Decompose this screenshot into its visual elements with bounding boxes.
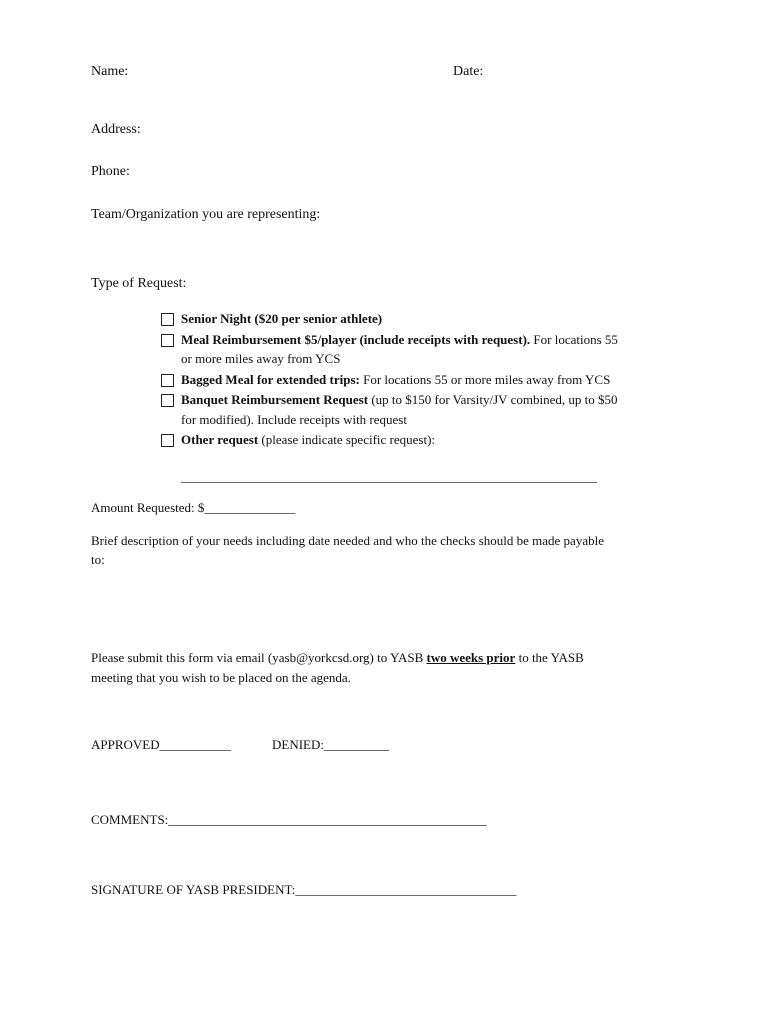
other-request-line[interactable]: ________________________________________________________________ [181,469,597,484]
name-label: Name: [91,64,129,79]
request-type-label: Type of Request: [91,276,187,291]
description-line-2: to: [91,552,105,567]
option-bagged-meal: Bagged Meal for extended trips: For locations 55 or more miles away from YCS [181,372,611,387]
option-meal-reimbursement-cont: or more miles away from YCS [181,351,341,366]
option-other-request: Other request (please indicate specific request): [181,432,436,447]
checkbox-senior-night[interactable] [161,313,174,326]
amount-requested[interactable]: Amount Requested: $______________ [91,500,296,515]
option-meal-reimbursement: Meal Reimbursement $5/player (include receipts with request). For locations 55 [181,332,618,347]
option-banquet-reimbursement: Banquet Reimbursement Request (up to $150 for Varsity/JV combined, up to $50 [181,392,618,407]
checkbox-other-request[interactable] [161,434,174,447]
denied-field[interactable]: DENIED:__________ [272,737,389,752]
checkbox-banquet-reimbursement[interactable] [161,394,174,407]
comments-field[interactable]: COMMENTS:_________________________________________________ [91,812,487,827]
address-label: Address: [91,122,141,137]
checkbox-bagged-meal[interactable] [161,374,174,387]
signature-field[interactable]: SIGNATURE OF YASB PRESIDENT:__________________________________ [91,882,517,897]
option-banquet-reimbursement-cont: for modified). Include receipts with request [181,412,407,427]
description-line-1: Brief description of your needs including date needed and who the checks should be made payable [91,533,604,548]
option-senior-night: Senior Night ($20 per senior athlete) [181,311,383,326]
submit-note-cont: meeting that you wish to be placed on the agenda. [91,670,351,685]
submit-note: Please submit this form via email (yasb@yorkcsd.org) to YASB two weeks prior to the YASB [91,650,584,665]
phone-label: Phone: [91,164,130,179]
checkbox-meal-reimbursement[interactable] [161,334,174,347]
date-label: Date: [453,64,484,79]
approved-field[interactable]: APPROVED___________ [91,737,232,752]
team-label: Team/Organization you are representing: [91,207,321,222]
